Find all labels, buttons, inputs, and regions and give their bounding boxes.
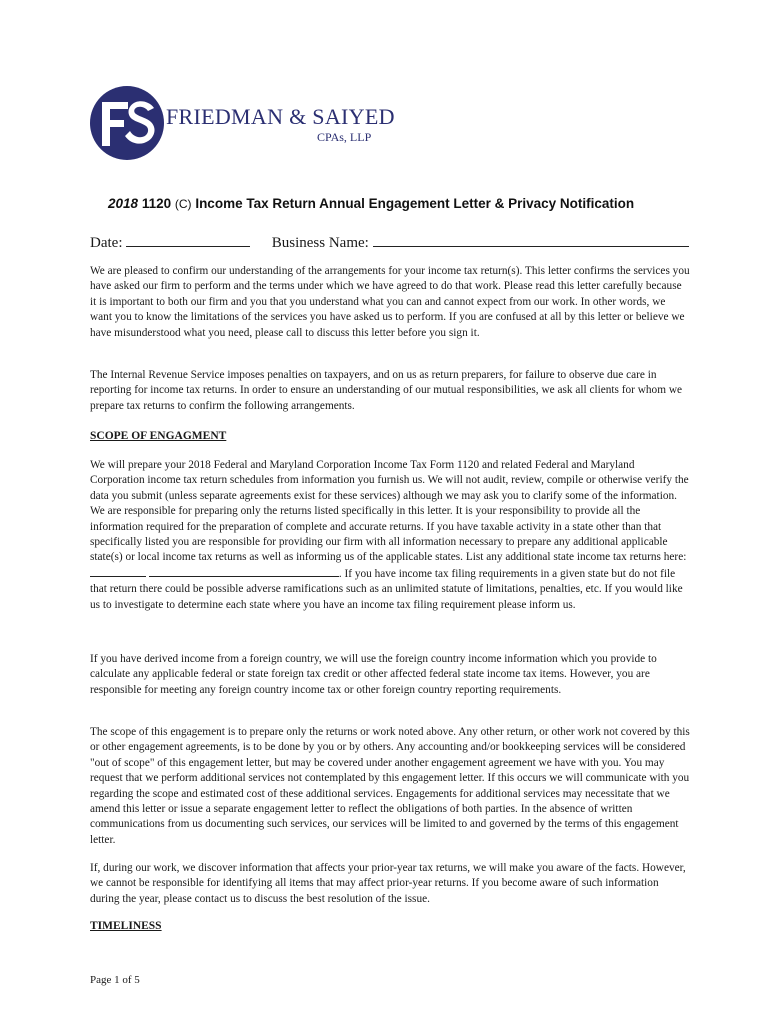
title-form: 1120	[141, 196, 172, 211]
business-name-field[interactable]	[373, 232, 689, 247]
scope-paragraph	[90, 458, 690, 613]
prior-year-paragraph: If, during our work, we discover information that affects your prior-year tax returns, we will make you aware of the facts. However, we cannot be responsible for identifying all items that may affect prior-year returns. If you become aware of such information during the year, please contact us to discuss the best resolution of the issue.	[90, 862, 686, 905]
title-text: Income Tax Return Annual Engagement Letter & Privacy Notification	[195, 196, 635, 211]
foreign-income-paragraph: If you have derived income from a foreign country, we will use the foreign country income information which you provide to calculate any applicable federal or state foreign tax credit or other affected federal state income tax items. However, you are responsible for meeting any foreign country income tax or other foreign country reporting requirements.	[90, 653, 657, 696]
engagement-scope-paragraph: The scope of this engagement is to prepare only the returns or work noted above. Any other return, or other work not covered by this or other engagement agreements, is to be done by you or by others. Any accounting and/or bookkeeping services will be considered "out of scope" of this engagement letter, but may be covered under another engagement agreement we have with you. You may request that we perform additional services not contemplated by this engagement letter. If this occurs we will communicate with you regarding the scope and estimated cost of these additional services. Engagements for additional services may necessitate that we amend this letter or issue a separate engagement letter to reflect the obligations of both parties. In the absence of written communications from us documenting such services, our services will be limited to and governed by the terms of this engagement letter.	[90, 726, 690, 846]
date-field[interactable]	[126, 232, 250, 247]
timeliness-heading: TIMELINESS	[90, 920, 162, 932]
firm-subtitle: CPAs, LLP	[317, 130, 372, 144]
page-number: Page 1 of 5	[90, 974, 140, 986]
fs-monogram-icon	[88, 84, 166, 162]
firm-name: FRIEDMAN & SAIYED	[166, 104, 395, 129]
title-type: (C)	[174, 197, 192, 211]
scope-text-b: . If you have income tax filing requirements in a given state but do not file that return there could be possible adverse ramifications such as an unlimited statute of limitations, penalties, etc. If you would like us to investigate to determine each state where you have an income tax filing requirement please inform us.	[90, 567, 683, 611]
business-name-label: Business Name:	[271, 235, 369, 251]
title-year: 2018	[108, 196, 139, 211]
date-label: Date:	[90, 235, 123, 251]
intro-paragraph: We are pleased to confirm our understanding of the arrangements for your income tax return(s). This letter confirms the services you have asked our firm to perform and the terms under which we have agreed to do that work. Please read this letter carefully because it is important to both our firm and you that you understand what you can and cannot expect from our work. In other words, we want you to know the limitations of the services you have asked us to perform. If you are confused at all by this letter or believe we have misunderstood what you need, please call to discuss this letter before you sign it.	[90, 265, 690, 339]
scope-text-a: We will prepare your 2018 Federal and Maryland Corporation Income Tax Form 1120 and related Federal and Maryland Corporation income tax return schedules from information you furnish us. We will not audit, review, compile or otherwise verify the data you submit (unless separate agreements exist for these services) although we may ask you to clarify some of the information. We are responsible for preparing only the returns listed specifically in this letter. It is your responsibility to provide all the information required for the preparation of complete and accurate returns. If you have taxable activity in a state other than that specifically listed you are responsible for providing our firm with all information necessary to prepare any additional applicable state(s) or local income tax returns as well as informing us of the applicable states. List any additional state income tax returns here:	[90, 459, 689, 564]
additional-states-field-b[interactable]	[149, 566, 339, 577]
header-fields	[90, 232, 689, 252]
irs-paragraph: The Internal Revenue Service imposes penalties on taxpayers, and on us as return preparers, for failure to observe due care in reporting for income tax returns. In order to ensure an understanding of our mutual responsibilities, we ask all clients for whom we prepare tax returns to confirm the following arrangements.	[90, 369, 682, 412]
firm-logo	[88, 84, 395, 164]
scope-heading: SCOPE OF ENGAGMENT	[90, 430, 227, 442]
document-title	[108, 196, 634, 211]
additional-states-field-a[interactable]	[90, 566, 146, 577]
